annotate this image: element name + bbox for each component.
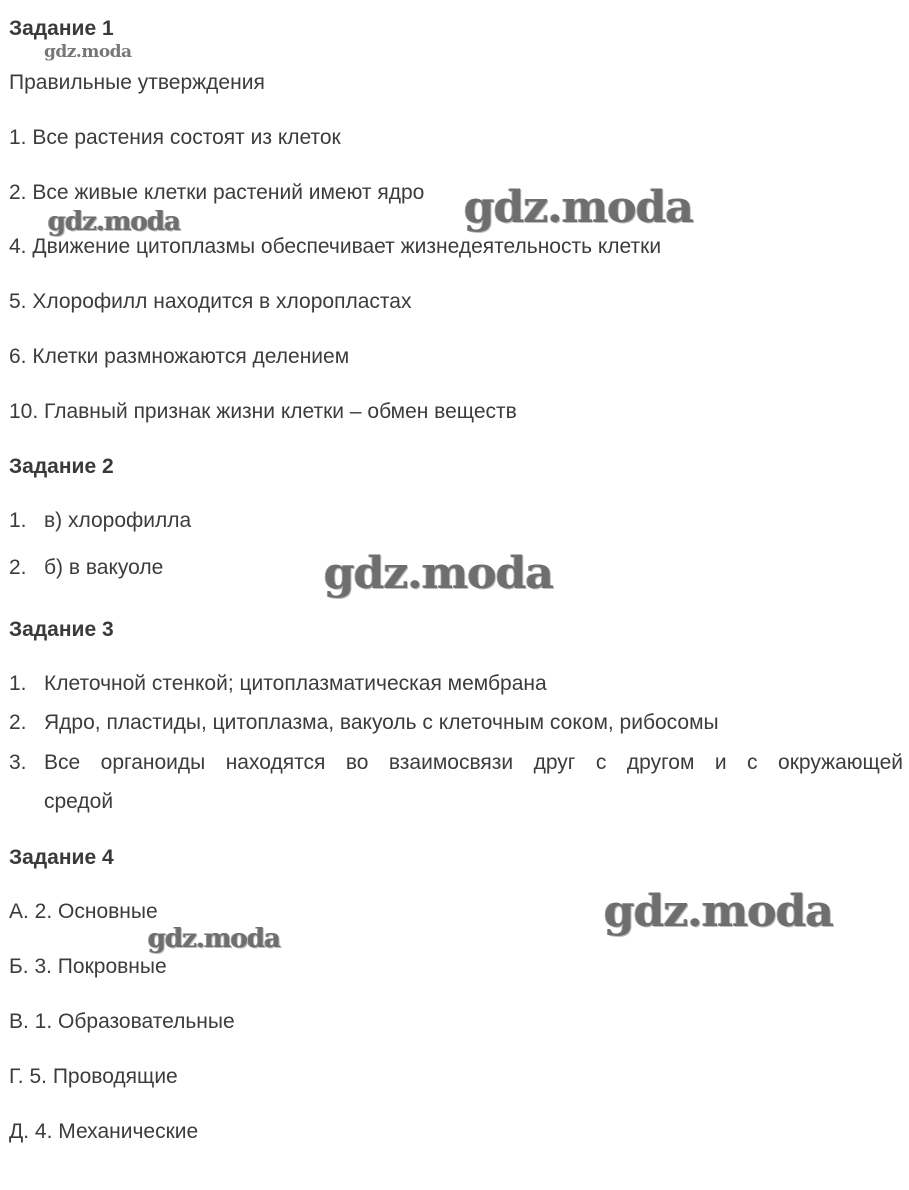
task4-title: Задание 4 (9, 846, 114, 869)
watermark-logo: gdz.moda (464, 182, 694, 233)
watermark-logo: gdz.moda (604, 886, 834, 937)
task1-item: 4. Движение цитоплазмы обеспечивает жизнедеятельность клетки (9, 235, 662, 258)
watermark-logo: gdz.moda (148, 924, 281, 954)
task3-item-number: 3. (9, 751, 27, 774)
task1-item: 10. Главный признак жизни клетки – обмен веществ (9, 400, 517, 423)
task3-item-text-line2: средой (44, 790, 114, 813)
task3-item-number: 2. (9, 711, 27, 734)
task1-item: 6. Клетки размножаются делением (9, 345, 350, 368)
task2-item-text: в) хлорофилла (44, 509, 192, 532)
task2-title: Задание 2 (9, 455, 114, 478)
task3-item-number: 1. (9, 672, 27, 695)
watermark-logo: gdz.moda (48, 207, 181, 237)
task4-item: Д. 4. Механические (9, 1120, 199, 1143)
task3-item-text: Ядро, пластиды, цитоплазма, вакуоль с клеточным соком, рибосомы (44, 711, 719, 734)
watermark-logo: gdz.moda (44, 42, 132, 62)
task3-title: Задание 3 (9, 618, 114, 641)
task1-subtitle: Правильные утверждения (9, 71, 265, 94)
task4-item: А. 2. Основные (9, 900, 158, 923)
task1-item: 5. Хлорофилл находится в хлоропластах (9, 290, 412, 313)
task2-item-number: 2. (9, 556, 27, 579)
task3-item-text-line1: Все органоиды находятся во взаимосвязи друг с другом и с окружающей (44, 751, 903, 774)
task4-item: Г. 5. Проводящие (9, 1065, 178, 1088)
task1-title: Задание 1 (9, 17, 114, 40)
watermark-logo: gdz.moda (324, 548, 554, 599)
task1-item: 2. Все живые клетки растений имеют ядро (9, 181, 425, 204)
task3-item-text: Клеточной стенкой; цитоплазматическая мембрана (44, 672, 547, 695)
task2-item-number: 1. (9, 509, 27, 532)
task2-item-text: б) в вакуоле (44, 556, 164, 579)
task4-item: В. 1. Образовательные (9, 1010, 235, 1033)
task1-item: 1. Все растения состоят из клеток (9, 126, 341, 149)
task4-item: Б. 3. Покровные (9, 955, 167, 978)
